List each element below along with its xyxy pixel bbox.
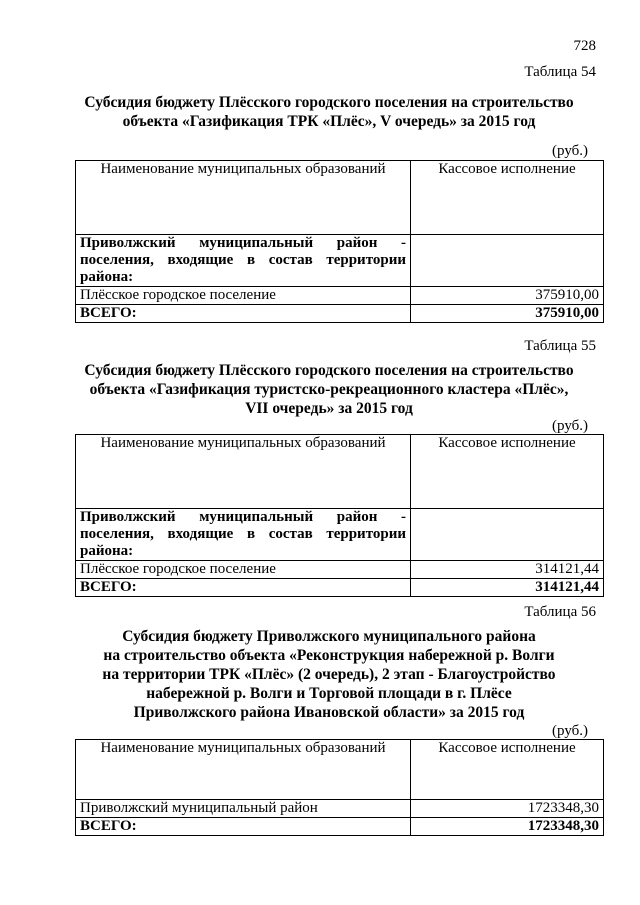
table-55-label: Таблица 55 bbox=[524, 338, 596, 354]
total-value: 314121,44 bbox=[411, 579, 604, 597]
unit-label: (руб.) bbox=[552, 143, 588, 159]
table-54 bbox=[75, 160, 604, 323]
total-value: 375910,00 bbox=[411, 305, 604, 323]
group-line: Приволжский муниципальный район - bbox=[80, 235, 406, 251]
title-line: набережной р. Волги и Торговой площади в г. Плёсе bbox=[146, 685, 512, 702]
title-line: на строительство объекта «Реконструкция набережной р. Волги bbox=[103, 647, 555, 664]
unit-label: (руб.) bbox=[552, 723, 588, 739]
group-line: района: bbox=[80, 269, 134, 285]
title-line: объекта «Газификация туристско-рекреационного кластера «Плёс», bbox=[89, 381, 569, 398]
page-number: 728 bbox=[573, 38, 596, 54]
table-55 bbox=[75, 434, 604, 597]
group-cell bbox=[76, 235, 411, 287]
title-line: Субсидия бюджету Плёсского городского поселения на строительство bbox=[84, 94, 574, 111]
row-value: 375910,00 bbox=[411, 287, 604, 305]
header-execution: Кассовое исполнение bbox=[411, 740, 604, 800]
group-line: Приволжский муниципальный район - bbox=[80, 509, 406, 525]
total-label: ВСЕГО: bbox=[76, 579, 411, 597]
table-54-label: Таблица 54 bbox=[524, 64, 596, 80]
title-line: Субсидия бюджету Плёсского городского поселения на строительство bbox=[84, 362, 574, 379]
row-name: Плёсское городское поселение bbox=[76, 287, 411, 305]
title-line: VII очередь» за 2015 год bbox=[245, 400, 413, 417]
row-value: 314121,44 bbox=[411, 561, 604, 579]
group-value-cell bbox=[411, 235, 604, 287]
group-line: поселения, входящие в состав территории bbox=[80, 252, 406, 268]
group-cell bbox=[76, 509, 411, 561]
title-line: Субсидия бюджету Приволжского муниципального района bbox=[122, 628, 536, 645]
header-name: Наименование муниципальных образований bbox=[76, 740, 411, 800]
table-56-title bbox=[70, 627, 588, 722]
table-56-label: Таблица 56 bbox=[524, 604, 596, 620]
header-name: Наименование муниципальных образований bbox=[76, 435, 411, 509]
total-label: ВСЕГО: bbox=[76, 818, 411, 836]
group-line: поселения, входящие в состав территории bbox=[80, 526, 406, 542]
group-value-cell bbox=[411, 509, 604, 561]
row-name: Приволжский муниципальный район bbox=[76, 800, 411, 818]
group-line: района: bbox=[80, 543, 134, 559]
total-label: ВСЕГО: bbox=[76, 305, 411, 323]
table-56 bbox=[75, 739, 604, 836]
title-line: Приволжского района Ивановской области» за 2015 год bbox=[133, 704, 525, 721]
title-line: на территории ТРК «Плёс» (2 очередь), 2 этап - Благоустройство bbox=[102, 666, 556, 683]
unit-label: (руб.) bbox=[552, 418, 588, 434]
table-54-title bbox=[70, 93, 588, 131]
header-name: Наименование муниципальных образований bbox=[76, 161, 411, 235]
row-name: Плёсское городское поселение bbox=[76, 561, 411, 579]
row-value: 1723348,30 bbox=[411, 800, 604, 818]
title-line: объекта «Газификация ТРК «Плёс», V очередь» за 2015 год bbox=[122, 113, 536, 130]
header-execution: Кассовое исполнение bbox=[411, 161, 604, 235]
total-value: 1723348,30 bbox=[411, 818, 604, 836]
table-55-title bbox=[70, 361, 588, 418]
header-execution: Кассовое исполнение bbox=[411, 435, 604, 509]
